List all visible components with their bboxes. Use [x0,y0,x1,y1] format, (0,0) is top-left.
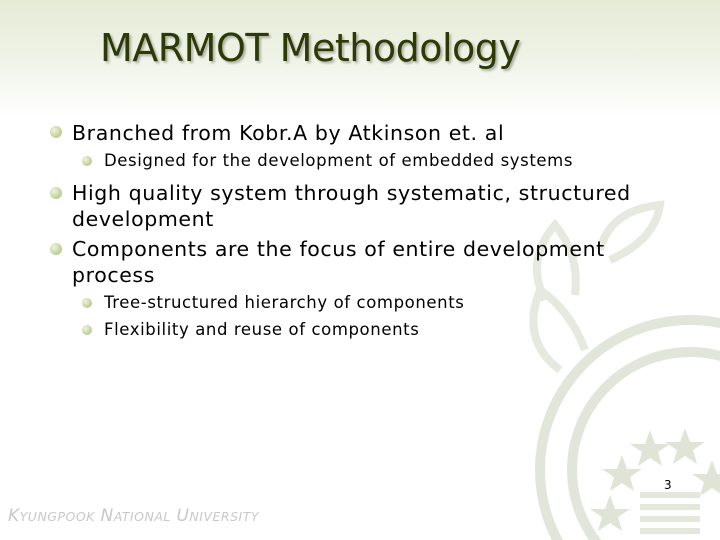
bullet-l2: Tree-structured hierarchy of components [104,293,465,312]
bullet-l2: Flexibility and reuse of components [104,320,420,339]
bullet-dot [50,243,62,255]
bullet-l1-continuation: development [72,207,214,231]
bullet-dot [82,325,92,335]
bullet-l2: Designed for the development of embedded systems [104,151,574,170]
footer-word: ATIONAL [113,509,171,524]
footer-letter: U [176,506,190,526]
bullet-l1: High quality system through systematic, structured [72,181,631,205]
bullet-l1: Components are the focus of entire development [72,237,605,261]
page-number: 3 [664,478,672,492]
bullet-dot [50,126,62,138]
bullet-dot [82,156,92,166]
bullet-l1-continuation: process [72,263,155,287]
footer-word: YUNGPOOK [19,509,95,524]
footer-letter: K [8,506,20,526]
footer-university-name [8,506,259,526]
footer-word: NIVERSITY [189,509,259,524]
bullet-l1: Branched from Kobr.A by Atkinson et. al [72,121,505,145]
bullet-dot [82,298,92,308]
slide-title: MARMOT Methodology [100,26,521,70]
footer-letter: N [100,506,114,526]
bullet-dot [50,187,62,199]
